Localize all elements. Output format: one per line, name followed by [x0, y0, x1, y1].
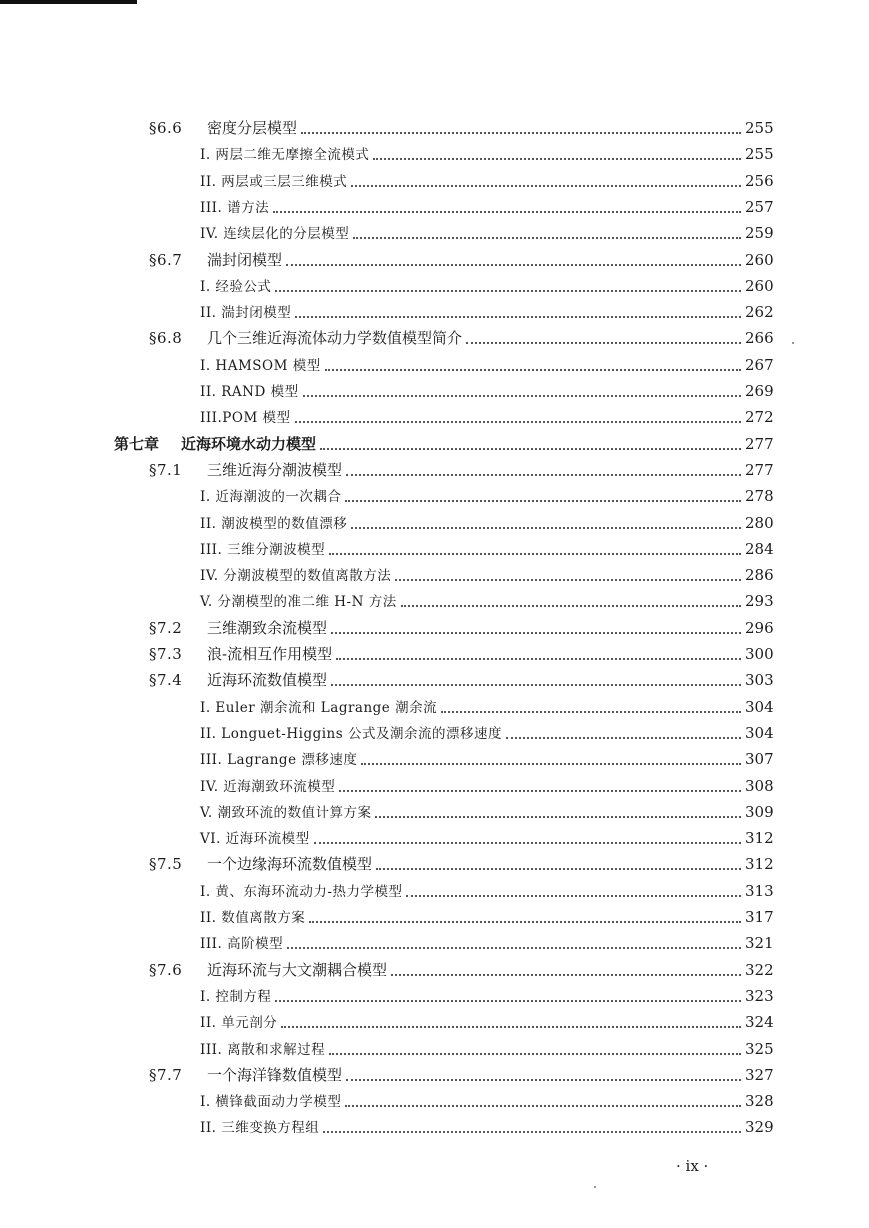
scan-speck — [792, 342, 794, 344]
dot-leader — [301, 132, 741, 134]
toc-chapter — [114, 433, 773, 459]
toc-entry-number: §7.2 — [149, 618, 183, 637]
toc-entry-number: §7.6 — [149, 960, 183, 979]
toc-subsection — [200, 775, 773, 801]
toc-page-number: 308 — [745, 776, 774, 795]
toc-section — [149, 853, 773, 879]
toc-page-number: 304 — [745, 723, 774, 742]
toc-subsection — [200, 301, 773, 327]
toc-page-number: 286 — [745, 566, 774, 585]
toc-subsection — [200, 1011, 773, 1037]
toc-entry-title: 三维近海分潮波模型 — [207, 460, 343, 479]
dot-leader — [373, 158, 741, 160]
toc-section — [149, 959, 773, 985]
toc-page-number: 255 — [745, 119, 774, 137]
toc-entry-title: 浪-流相互作用模型 — [207, 645, 333, 663]
toc-page-number: 260 — [745, 250, 774, 269]
dot-leader — [281, 1026, 741, 1028]
toc-subsection — [200, 143, 773, 169]
toc-subsection — [200, 985, 773, 1011]
toc-entry-title: III. Lagrange 漂移速度 — [200, 752, 358, 769]
toc-entry-title: VI. 近海环流模型 — [200, 831, 310, 848]
toc-subsection — [200, 512, 773, 538]
toc-section — [149, 643, 773, 669]
toc-entry-title: 近海环境水动力模型 — [181, 434, 317, 453]
toc-entry-number: 第七章 — [114, 434, 160, 453]
dot-leader — [466, 342, 741, 344]
dot-leader — [275, 290, 741, 292]
dot-leader — [395, 579, 741, 581]
toc-entry-title: III. 离散和求解过程 — [200, 1041, 326, 1058]
toc-page-number: 303 — [745, 671, 774, 690]
dot-leader — [286, 264, 741, 266]
toc-entry-title: I. 横锋截面动力学模型 — [200, 1094, 342, 1111]
toc-page-number: 313 — [745, 881, 774, 900]
toc-subsection — [200, 354, 773, 380]
toc-entry-title: II. RAND 模型 — [200, 384, 299, 400]
dot-leader — [336, 658, 741, 660]
toc-entry-title: I. 黄、东海环流动力-热力学模型 — [200, 883, 403, 900]
dot-leader — [401, 605, 741, 607]
dot-leader — [353, 237, 741, 239]
toc-entry-title: I. Euler 潮余流和 Lagrange 潮余流 — [200, 699, 438, 716]
toc-page-number: 312 — [745, 829, 774, 848]
toc-page-number: 277 — [745, 460, 774, 479]
dot-leader — [331, 684, 741, 686]
toc-subsection — [200, 485, 773, 511]
toc-subsection — [200, 538, 773, 564]
toc-page-number: 284 — [745, 539, 774, 558]
dot-leader — [309, 921, 741, 923]
dot-leader — [506, 737, 741, 739]
toc-section — [149, 617, 773, 643]
toc-entry-number: §7.1 — [149, 460, 183, 479]
toc-page-number: 256 — [745, 171, 774, 190]
toc-page-number: 323 — [745, 986, 774, 1005]
dot-leader — [295, 316, 741, 318]
toc-page-number: 280 — [745, 513, 774, 532]
dot-leader — [303, 395, 741, 397]
dot-leader — [345, 1105, 741, 1107]
toc-page-number: 277 — [745, 434, 774, 453]
dot-leader — [376, 868, 741, 870]
toc-entry-title: IV. 近海潮致环流模型 — [200, 778, 336, 795]
toc-entry-title: 一个海洋锋数值模型 — [207, 1065, 343, 1084]
dot-leader — [325, 369, 741, 371]
toc-subsection — [200, 696, 773, 722]
dot-leader — [295, 421, 741, 423]
toc-subsection — [200, 590, 773, 616]
dot-leader — [329, 553, 741, 555]
toc-page-number: 309 — [745, 802, 774, 821]
dot-leader — [441, 711, 741, 713]
toc-page-number: 296 — [745, 618, 774, 637]
toc-entry-number: §7.3 — [149, 645, 183, 663]
dot-leader — [339, 790, 741, 792]
toc-entry-number: §6.8 — [149, 329, 183, 348]
toc-entry-title: III.POM 模型 — [200, 410, 291, 427]
top-rule — [0, 0, 137, 4]
toc-section — [149, 327, 773, 353]
toc-subsection — [200, 722, 773, 748]
toc-subsection — [200, 406, 773, 432]
toc-subsection — [200, 1116, 773, 1142]
toc-page-number: 259 — [745, 224, 774, 243]
toc-entry-title: 湍封闭模型 — [207, 250, 283, 269]
dot-leader — [391, 974, 741, 976]
toc-page-number: 272 — [745, 408, 774, 427]
toc-entry-title: II. 潮波模型的数值漂移 — [200, 515, 348, 532]
dot-leader — [273, 211, 741, 213]
toc-entry-title: III. 谱方法 — [200, 199, 270, 216]
toc-subsection — [200, 880, 773, 906]
toc-page-number: 329 — [745, 1118, 774, 1137]
dot-leader — [406, 895, 741, 897]
toc-page-number: 269 — [745, 382, 774, 400]
toc-subsection — [200, 196, 773, 222]
toc-page-number: 255 — [745, 145, 774, 164]
toc-entry-title: III. 高阶模型 — [200, 936, 284, 953]
dot-leader — [346, 1079, 741, 1081]
toc-entry-title: V. 潮致环流的数值计算方案 — [200, 804, 372, 821]
toc-page-number: 307 — [745, 750, 774, 769]
toc-page-number: 325 — [745, 1039, 774, 1058]
toc-subsection — [200, 827, 773, 853]
toc-page-number: 322 — [745, 960, 774, 979]
toc-entry-title: IV. 分潮波模型的数值离散方法 — [200, 568, 392, 585]
toc-subsection — [200, 170, 773, 196]
toc-subsection — [200, 564, 773, 590]
dot-leader — [345, 500, 741, 502]
toc-page-number: 266 — [745, 329, 774, 348]
dot-leader — [329, 1053, 741, 1055]
toc-entry-title: 几个三维近海流体动力学数值模型简介 — [207, 329, 463, 348]
toc-subsection — [200, 801, 773, 827]
toc-entry-number: §7.4 — [149, 671, 183, 690]
dot-leader — [351, 527, 741, 529]
page-number: · ix · — [676, 1157, 709, 1175]
dot-leader — [320, 448, 741, 450]
toc-entry-title: II. Longuet-Higgins 公式及潮余流的漂移速度 — [200, 725, 502, 742]
dot-leader — [361, 763, 741, 765]
toc-page-number: 300 — [745, 645, 774, 663]
toc-entry-number: §6.7 — [149, 250, 183, 269]
toc-entry-title: V. 分潮模型的准二维 H-N 方法 — [200, 594, 397, 611]
toc-entry-title: 三维潮致余流模型 — [207, 618, 328, 637]
toc-page-number: 321 — [745, 934, 774, 953]
toc-page-number: 262 — [745, 303, 774, 322]
toc-entry-title: II. 数值离散方案 — [200, 910, 306, 926]
toc-entry-title: II. 湍封闭模型 — [200, 305, 292, 322]
scan-speck — [594, 1186, 596, 1188]
toc-entry-title: I. HAMSOM 模型 — [200, 357, 321, 374]
toc-page-number: 293 — [745, 592, 774, 611]
toc-page-number: 317 — [745, 908, 774, 926]
toc-section — [149, 1064, 773, 1090]
dot-leader — [323, 1131, 741, 1133]
toc-subsection — [200, 748, 773, 774]
toc-entry-title: 密度分层模型 — [207, 119, 298, 137]
toc-page-number: 278 — [745, 487, 774, 506]
toc-subsection — [200, 1090, 773, 1116]
toc-subsection — [200, 932, 773, 958]
toc-entry-title: II. 三维变换方程组 — [200, 1120, 320, 1137]
dot-leader — [375, 816, 741, 818]
toc-subsection — [200, 380, 773, 406]
toc-entry-number: §7.5 — [149, 855, 183, 874]
toc-entry-title: I. 近海潮波的一次耦合 — [200, 489, 342, 506]
dot-leader — [346, 474, 741, 476]
dot-leader — [331, 632, 741, 634]
toc-entry-title: IV. 连续层化的分层模型 — [200, 226, 350, 243]
toc-page-number: 324 — [745, 1013, 774, 1032]
toc-entry-title: I. 控制方程 — [200, 988, 272, 1005]
toc-entry-title: I. 经验公式 — [200, 278, 272, 295]
toc-page-number: 267 — [745, 355, 774, 374]
toc-entry-title: III. 三维分潮波模型 — [200, 541, 326, 558]
toc-page-number: 260 — [745, 276, 774, 295]
toc-entry-title: II. 两层或三层三维模式 — [200, 173, 348, 190]
dot-leader — [314, 842, 741, 844]
dot-leader — [351, 185, 741, 187]
toc-page-number: 304 — [745, 697, 774, 716]
toc-section — [149, 117, 773, 143]
toc-entry-title: 近海环流数值模型 — [207, 671, 328, 690]
toc-subsection — [200, 1038, 773, 1064]
toc-entry-number: §6.6 — [149, 119, 183, 137]
dot-leader — [275, 1000, 741, 1002]
toc-section — [149, 459, 773, 485]
toc-page-number: 327 — [745, 1065, 774, 1084]
toc-section — [149, 669, 773, 695]
dot-leader — [287, 947, 741, 949]
toc-entry-title: II. 单元剖分 — [200, 1015, 278, 1032]
toc-entry-title: 近海环流与大文潮耦合模型 — [207, 960, 388, 979]
toc-section — [149, 249, 773, 275]
toc-subsection — [200, 906, 773, 932]
toc-entry-title: I. 两层二维无摩擦全流模式 — [200, 147, 370, 164]
toc-entry-number: §7.7 — [149, 1065, 183, 1084]
toc-subsection — [200, 222, 773, 248]
toc-subsection — [200, 275, 773, 301]
toc-page-number: 328 — [745, 1092, 774, 1111]
toc-entry-title: 一个边缘海环流数值模型 — [207, 855, 373, 874]
toc-page-number: 312 — [745, 855, 774, 874]
toc-page-number: 257 — [745, 197, 774, 216]
